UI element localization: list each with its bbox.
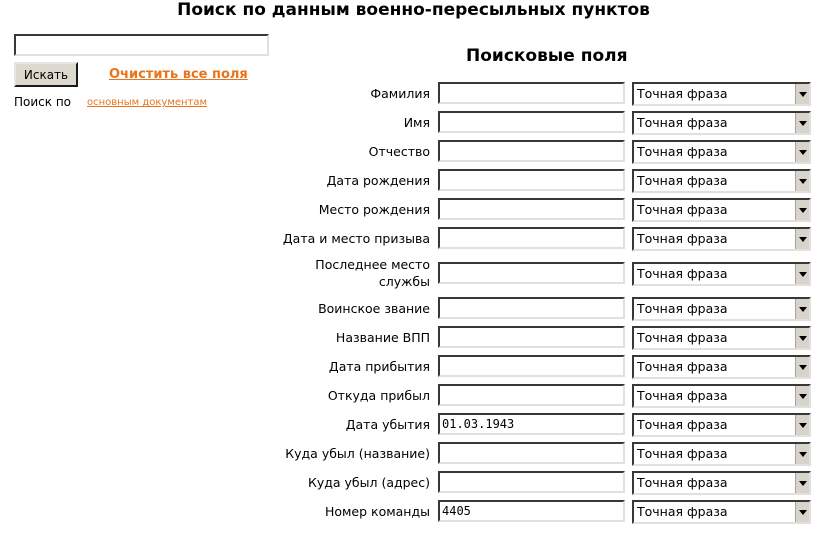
match-mode-value: Точная фраза — [637, 330, 728, 345]
field-input[interactable]: 4405 — [438, 500, 625, 522]
match-mode-select[interactable] — [632, 198, 811, 222]
match-mode-value: Точная фраза — [637, 446, 728, 461]
match-mode-select[interactable] — [632, 82, 811, 106]
field-label: Куда убыл (адрес) — [307, 475, 430, 490]
dropdown-arrow-icon[interactable] — [795, 229, 809, 249]
dropdown-arrow-icon[interactable] — [795, 264, 809, 284]
match-mode-select[interactable] — [632, 355, 811, 379]
field-label: Откуда прибыл — [327, 388, 430, 403]
match-mode-value: Точная фраза — [637, 202, 728, 217]
dropdown-arrow-icon[interactable] — [795, 328, 809, 348]
field-label: Название ВПП — [335, 330, 430, 345]
match-mode-value: Точная фраза — [637, 266, 728, 281]
main-documents-link[interactable]: основным документам — [87, 97, 208, 108]
field-input[interactable] — [438, 355, 625, 377]
dropdown-arrow-icon[interactable] — [795, 473, 809, 493]
field-input[interactable] — [438, 384, 625, 406]
field-label: Куда убыл (название) — [285, 446, 430, 461]
dropdown-arrow-icon[interactable] — [795, 415, 809, 435]
dropdown-arrow-icon[interactable] — [795, 171, 809, 191]
quick-search-input[interactable] — [14, 34, 269, 56]
field-input[interactable] — [438, 442, 625, 464]
field-label: Дата и место призыва — [282, 231, 430, 246]
match-mode-select[interactable] — [632, 140, 811, 164]
match-mode-value: Точная фраза — [637, 115, 728, 130]
match-mode-value: Точная фраза — [637, 504, 728, 519]
field-label: Отчество — [368, 144, 430, 159]
match-mode-select[interactable] — [632, 500, 811, 524]
search-by-label: Поиск по — [14, 95, 72, 109]
field-label: Дата убытия — [345, 417, 430, 432]
match-mode-value: Точная фраза — [637, 359, 728, 374]
dropdown-arrow-icon[interactable] — [795, 142, 809, 162]
match-mode-select[interactable] — [632, 413, 811, 437]
dropdown-arrow-icon[interactable] — [795, 444, 809, 464]
dropdown-arrow-icon[interactable] — [795, 113, 809, 133]
field-input[interactable] — [438, 262, 625, 284]
dropdown-arrow-icon[interactable] — [795, 200, 809, 220]
field-input[interactable] — [438, 198, 625, 220]
field-input[interactable] — [438, 169, 625, 191]
field-label: Дата прибытия — [328, 359, 430, 374]
match-mode-value: Точная фраза — [637, 173, 728, 188]
match-mode-value: Точная фраза — [637, 388, 728, 403]
field-input[interactable] — [438, 297, 625, 319]
field-input[interactable] — [438, 82, 625, 104]
match-mode-value: Точная фраза — [637, 144, 728, 159]
match-mode-select[interactable] — [632, 384, 811, 408]
field-label: Фамилия — [370, 86, 430, 101]
match-mode-select[interactable] — [632, 227, 811, 251]
match-mode-value: Точная фраза — [637, 301, 728, 316]
match-mode-select[interactable] — [632, 442, 811, 466]
field-label: Место рождения — [318, 202, 430, 217]
dropdown-arrow-icon[interactable] — [795, 386, 809, 406]
field-input[interactable] — [438, 140, 625, 162]
field-input[interactable] — [438, 326, 625, 348]
field-label: Номер команды — [324, 504, 430, 519]
field-input[interactable]: 01.03.1943 — [438, 413, 625, 435]
match-mode-value: Точная фраза — [637, 475, 728, 490]
match-mode-select[interactable] — [632, 169, 811, 193]
dropdown-arrow-icon[interactable] — [795, 357, 809, 377]
field-input[interactable] — [438, 471, 625, 493]
dropdown-arrow-icon[interactable] — [795, 502, 809, 522]
match-mode-value: Точная фраза — [637, 417, 728, 432]
match-mode-select[interactable] — [632, 326, 811, 350]
match-mode-select[interactable] — [632, 297, 811, 321]
search-fields-title: Поисковые поля — [466, 46, 628, 66]
field-input[interactable] — [438, 111, 625, 133]
match-mode-value: Точная фраза — [637, 231, 728, 246]
field-label: Имя — [403, 115, 430, 130]
match-mode-select[interactable] — [632, 262, 811, 286]
page-title: Поиск по данным военно-пересыльных пунктов — [177, 0, 650, 20]
field-label: Последнее место службы — [315, 257, 430, 289]
match-mode-select[interactable] — [632, 471, 811, 495]
field-label: Воинское звание — [318, 301, 430, 316]
dropdown-arrow-icon[interactable] — [795, 299, 809, 319]
match-mode-select[interactable] — [632, 111, 811, 135]
dropdown-arrow-icon[interactable] — [795, 84, 809, 104]
match-mode-value: Точная фраза — [637, 86, 728, 101]
search-button[interactable]: Искать — [14, 62, 78, 87]
field-label: Дата рождения — [326, 173, 430, 188]
field-input[interactable] — [438, 227, 625, 249]
clear-all-fields-link[interactable]: Очистить все поля — [109, 67, 248, 82]
